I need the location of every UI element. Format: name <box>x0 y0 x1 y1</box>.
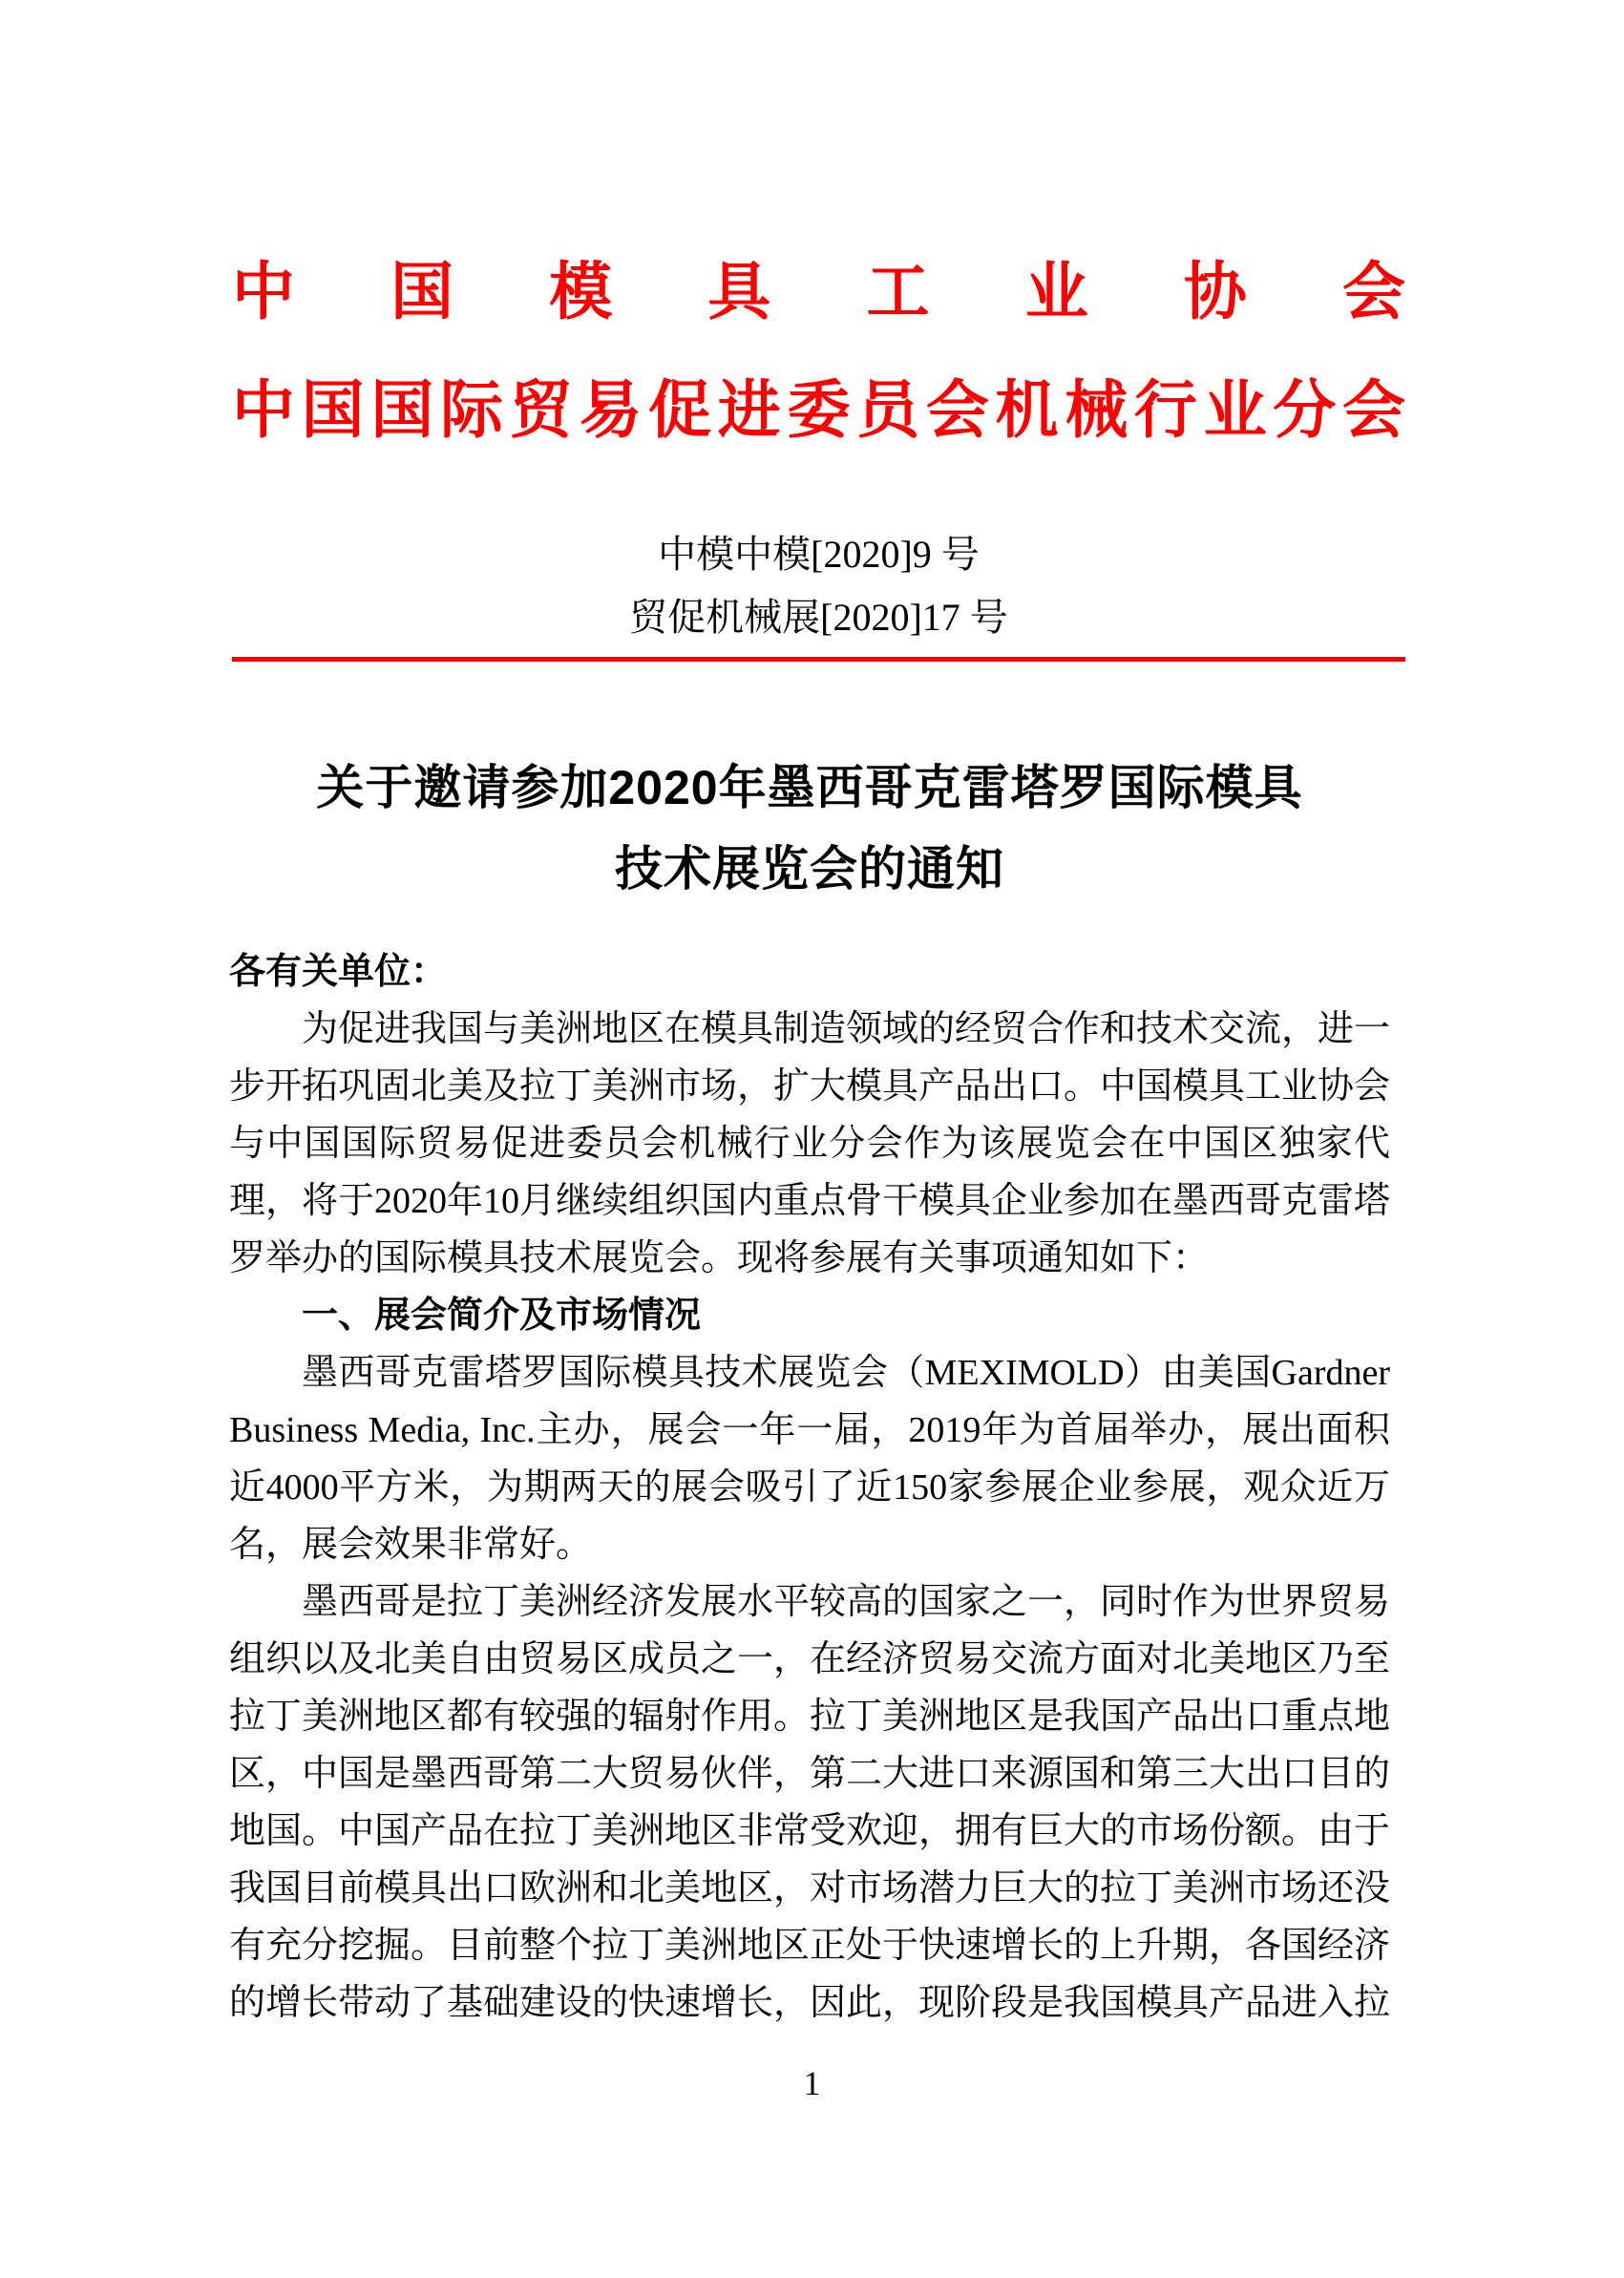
document-title-line-1: 关于邀请参加2020年墨西哥克雷塔罗国际模具 <box>316 761 1303 814</box>
paragraph-market-situation: 墨西哥是拉丁美洲经济发展水平较高的国家之一，同时作为世界贸易组织以及北美自由贸易区成员之一，在经济贸易交流方面对北美地区乃至拉丁美洲地区都有较强的辐射作用。拉丁美洲地区是我国产品出口重点地区，中国是墨西哥第二大贸易伙伴，第二大进口来源国和第三大出口目的地国。中国产品在拉丁美洲地区非常受欢迎，拥有巨大的市场份额。由于我国目前模具出口欧洲和北美地区，对市场潜力巨大的拉丁美洲市场还没有充分挖掘。目前整个拉丁美洲地区正处于快速增长的上升期，各国经济的增长带动了基础建设的快速增长，因此，现阶段是我国模具产品进入拉 <box>229 1582 1391 2023</box>
red-divider-line <box>232 657 1405 662</box>
page-number: 1 <box>803 2064 821 2102</box>
paragraph-intro: 为促进我国与美洲地区在模具制造领域的经贸合作和技术交流，进一步开拓巩固北美及拉丁美洲市场，扩大模具产品出口。中国模具工业协会与中国国际贸易促进委员会机械行业分会作为该展览会在中国区独家代理，将于2020年10月继续组织国内重点骨干模具企业参加在墨西哥克雷塔罗举办的国际模具技术展览会。现将参展有关事项通知如下： <box>229 1009 1391 1278</box>
document-body <box>229 943 1390 2032</box>
doc-number-1: 中模中模[2020]9 号 <box>658 533 980 576</box>
document-title <box>229 748 1390 910</box>
doc-number-2: 贸促机械展[2020]17 号 <box>629 596 1008 639</box>
doc-numbers <box>232 523 1405 649</box>
org-name-line-2: 中国国际贸易促进委员会机械行业分会 <box>232 376 1405 446</box>
document-title-line-2: 技术展览会的通知 <box>615 842 1004 896</box>
paragraph-exhibition-overview: 墨西哥克雷塔罗国际模具技术展览会（MEXIMOLD）由美国Gardner Business Media, Inc.主办，展会一年一届，2019年为首届举办，展出面积近4000平方米，为期两天的展会吸引了近150家参展企业参展，观众近万名，展会效果非常好。 <box>229 1353 1390 1565</box>
section-heading-1: 一、展会简介及市场情况 <box>302 1296 702 1336</box>
salutation: 各有关单位： <box>229 952 448 992</box>
org-name-line-1: 中国模具工业协会 <box>232 258 1405 327</box>
